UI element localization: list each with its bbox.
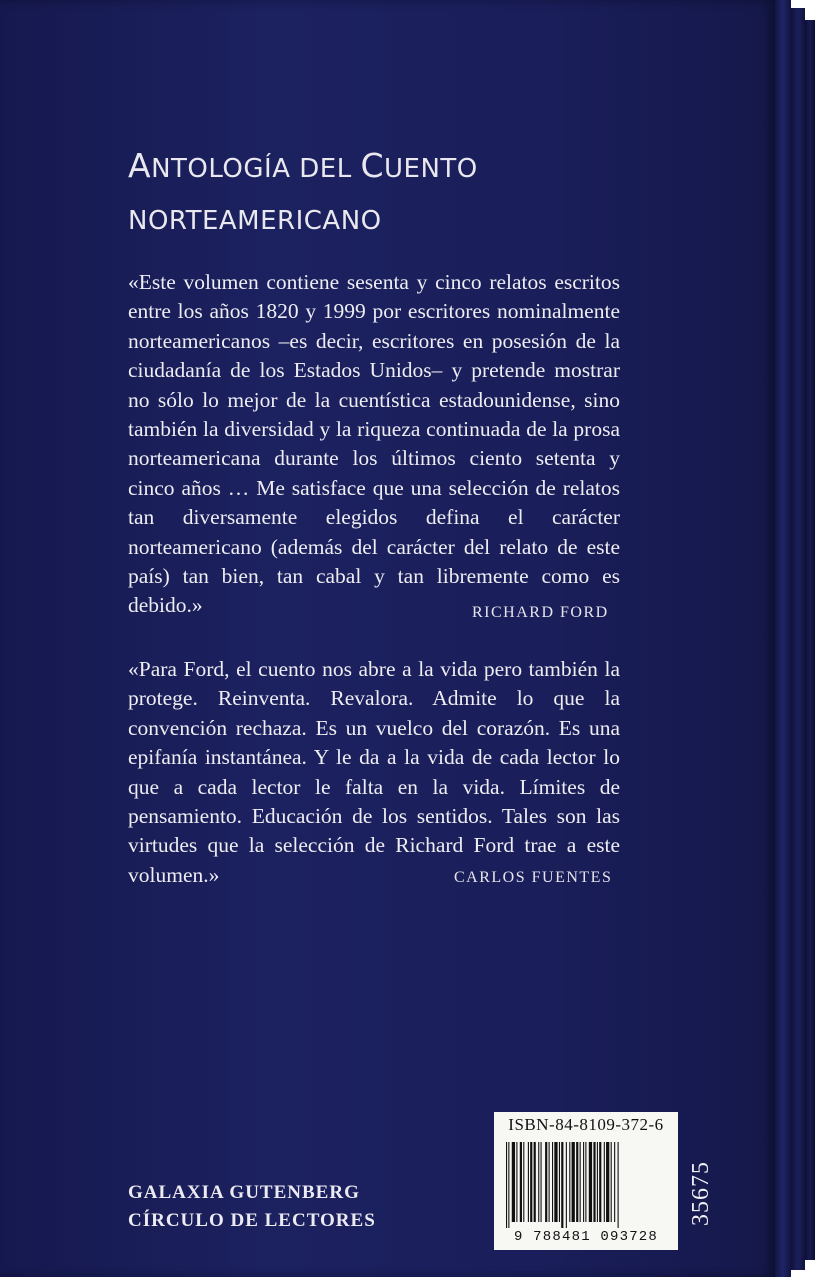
title-line-1: ANTOLOGÍA DEL CUENTO	[128, 146, 478, 185]
ean-number: 9 788481 093728	[513, 1229, 659, 1245]
publisher-name: GALAXIA GUTENBERG	[128, 1182, 360, 1203]
isbn-label: ISBN-84-8109-372-6	[508, 1115, 664, 1134]
cover-edge	[805, 20, 815, 1260]
quote-attribution: CARLOS FUENTES	[454, 869, 613, 886]
cover-edge	[775, 0, 791, 1277]
book-title	[128, 140, 688, 247]
catalog-number: 35675	[688, 1161, 714, 1226]
publisher-name: CÍRCULO DE LECTORES	[128, 1210, 376, 1231]
barcode-icon	[504, 1142, 668, 1228]
cover-edge	[791, 8, 805, 1270]
title-line-2: NORTEAMERICANO	[128, 206, 382, 236]
blurb-quote: «Para Ford, el cuento nos abre a la vida pero también la protege. Reinventa. Revalora. Admite lo que la convención rechaza. Es un vuelco del corazón. Es una epifanía instantánea. Y le da a la vida de cada lector lo que a cada lector le falta en la vida. Límites de pensamiento. Educación de los sentidos. Tales son las virtudes que la selección de Richard Ford trae a este volumen.»	[128, 657, 620, 887]
barcode-panel	[494, 1112, 678, 1250]
quote-attribution: RICHARD FORD	[472, 604, 609, 621]
blurb-quote: «Este volumen contiene sesenta y cinco relatos escritos entre los años 1820 y 1999 por escritores nominalmente norteamericanos –es decir, escritores en posesión de la ciudadanía de los Estados Unidos– y pretende mostrar no sólo lo mejor de la cuentística estadounidense, sino también la diversidad y la riqueza continuada de la prosa norteamericana durante los últimos ciento setenta y cinco años … Me satisface que una selección de relatos tan diversamente elegidos defina el carácter norteamericano (además del carácter del relato de este país) tan bien, tan cabal y tan libremente como es debido.»	[128, 270, 620, 618]
